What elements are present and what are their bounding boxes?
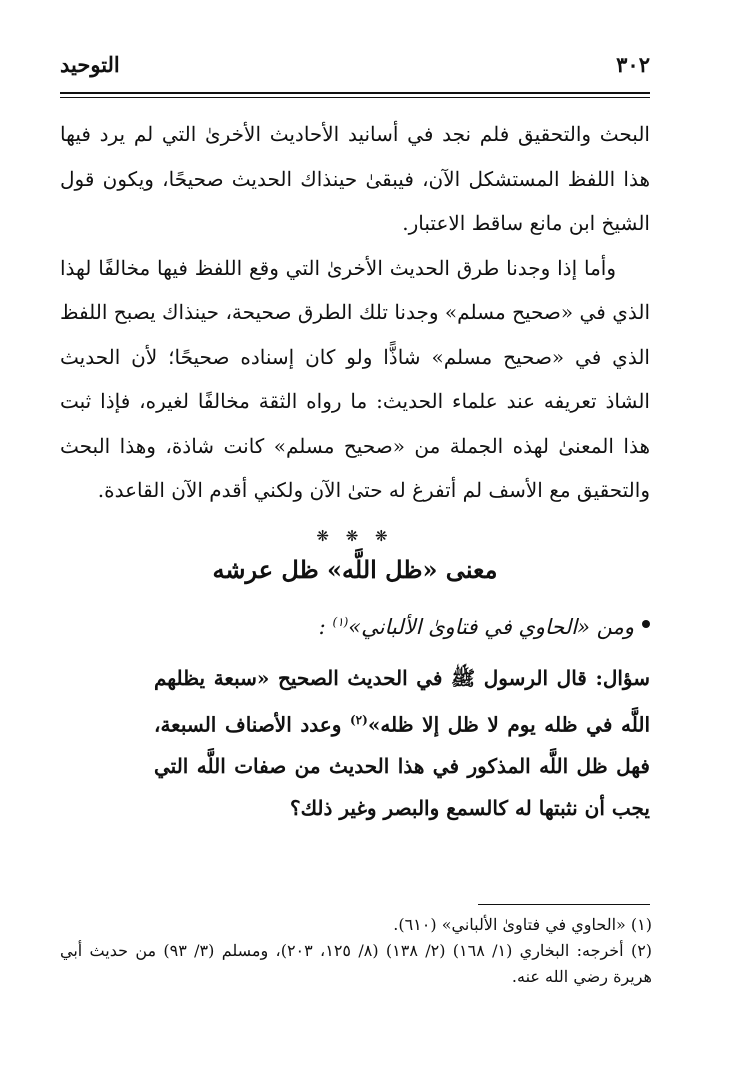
page — [60, 52, 650, 829]
section-separator: ❋ ❋ ❋ — [316, 526, 394, 545]
running-title: التوحيد — [60, 52, 120, 77]
header-rule-thick — [60, 92, 650, 94]
paragraph-1: البحث والتحقيق فلم نجد في أسانيد الأحاديث الأخرىٰ التي لم يرد فيها هذا اللفظ المستشكل الآن، فيبقىٰ حينذاك الحديث صحيحًا، ويكون قول الشيخ ابن مانع ساقط الاعتبار. — [60, 122, 650, 235]
paragraph-2: وأما إذا وجدنا طرق الحديث الأخرىٰ التي وقع اللفظ فيها مخالفًا لهذا الذي في «صحيح مسلم» وجدنا تلك الطرق صحيحة، حينذاك يصبح اللفظ الذي في «صحيح مسلم» شاذًّا ولو كان إسناده صحيحًا؛ لأن الحديث الشاذ تعريفه عند علماء الحديث: ما رواه الثقة مخالفًا لغيره، فإذا ثبت هذا المعنىٰ لهذه الجملة من «صحيح مسلم» كانت شاذة، وهذا البحث والتحقيق مع الأسف لم أتفرغ له حتىٰ الآن ولكني أقدم الآن القاعدة. — [60, 255, 650, 502]
source-text: ومن «الحاوي في فتاوىٰ الألباني» — [348, 614, 634, 639]
footnote-1: (١) «الحاوي في فتاوىٰ الألباني» (٦١٠). — [393, 915, 652, 934]
footnote-2: (٢) أخرجه: البخاري (١/ ١٦٨) (٢/ ١٣٨) (٨/ ١٢٥، ٢٠٣)، ومسلم (٣/ ٩٣) من حديث أبي هريرة رضي الله عنه. — [60, 941, 653, 986]
question-block — [154, 657, 650, 830]
page-number: ٣٠٢ — [616, 52, 650, 77]
question-label: سؤال: — [595, 665, 650, 690]
source-suffix: : — [318, 614, 326, 639]
footnote-mark-1: (١) — [332, 614, 349, 629]
section-title: معنى «ظل اللَّه» ظل عرشه — [212, 554, 498, 584]
footnote-rule — [478, 904, 650, 905]
page-header — [60, 52, 650, 90]
source-line — [60, 600, 650, 649]
bullet-icon — [642, 620, 650, 628]
question-text-part1: قال الرسول ﷺ في الحديث الصحيح «سبعة يظلهم اللَّه في ظله يوم لا ظل إلا ظله» — [154, 665, 650, 737]
question-text-part2: وعدد الأصناف السبعة، فهل ظل اللَّه المذكور في هذا الحديث من صفات اللَّه التي يجب أن نثبتها له كالسمع والبصر وغير ذلك؟ — [154, 712, 650, 821]
footnotes — [60, 912, 652, 990]
footnote-mark-2: (٢) — [349, 712, 368, 727]
body-text — [60, 112, 650, 513]
header-rule-thin — [60, 97, 650, 98]
